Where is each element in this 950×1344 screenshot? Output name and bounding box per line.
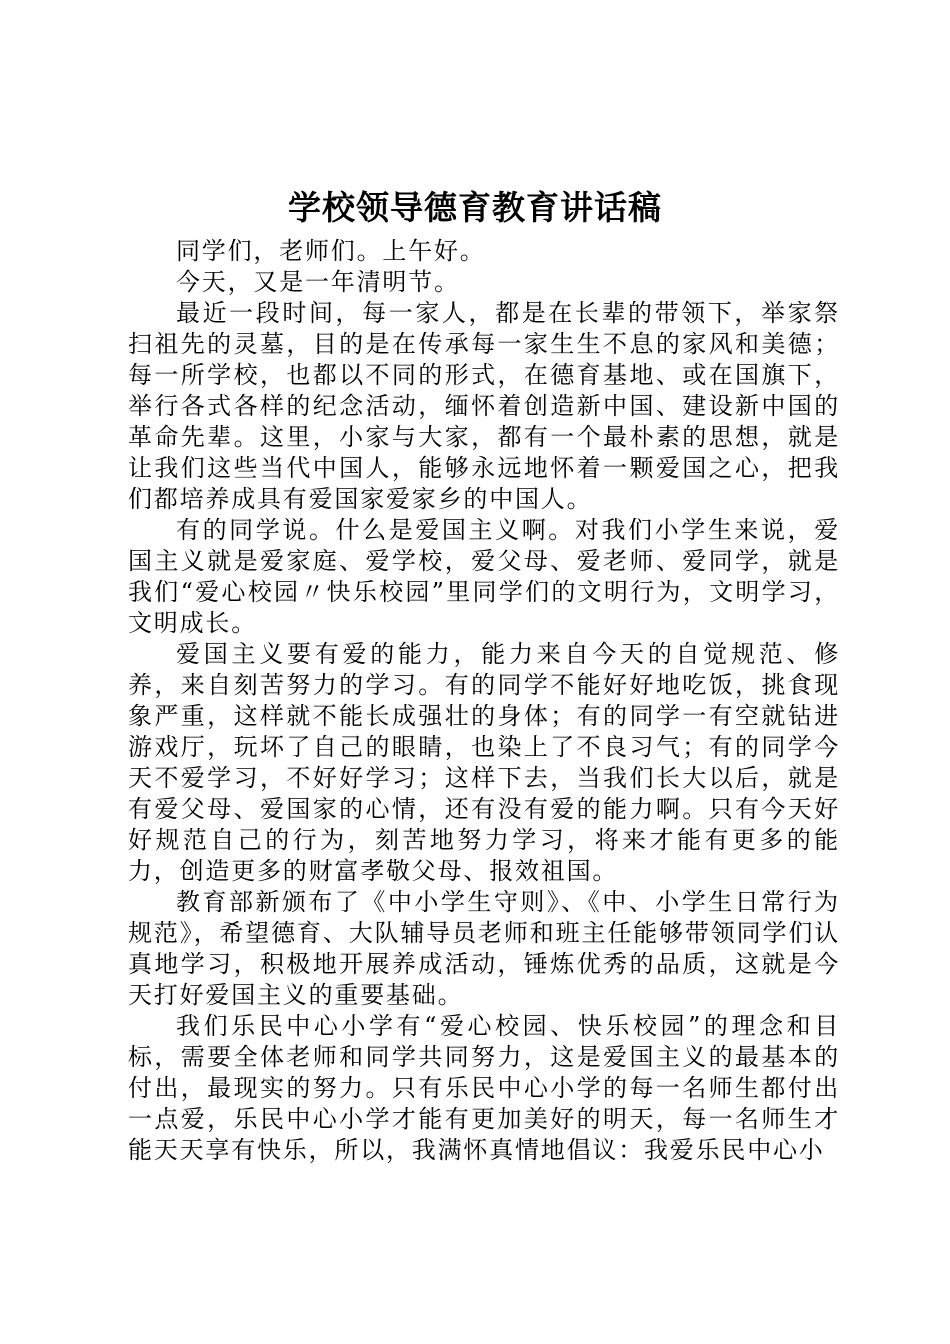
paragraph-school-vision: 我们乐民中心小学有“爱心校园、快乐校园”的理念和目标，需要全体老师和同学共同努力，这是爱国主义的最基本的付出，最现实的努力。只有乐民中心小学的每一名师生都付出一点爱，乐民中心小学才能有更加美好的明天，每一名师生才能天天享有快乐，所以，我满怀真情地倡议：我爱乐民中心小 (128, 1012, 840, 1164)
paragraph-patriotism-definition: 有的同学说。什么是爱国主义啊。对我们小学生来说，爱国主义就是爱家庭、爱学校，爱父母、爱老师、爱同学，就是我们“爱心校园〃快乐校园”里同学们的文明行为，文明学习，文明成长。 (128, 516, 840, 637)
paragraph-remembrance: 最近一段时间，每一家人，都是在长辈的带领下，举家祭扫祖先的灵墓，目的是在传承每一家生生不息的家风和美德；每一所学校，也都以不同的形式，在德育基地、或在国旗下，举行各式各样的纪念活动，缅怀着创造新中国、建设新中国的革命先辈。这里，小家与大家，都有一个最朴素的思想，就是让我们这些当代中国人，能够永远地怀着一颗爱国之心，把我们都培养成具有爱国家爱家乡的中国人。 (128, 299, 840, 513)
paragraph-code-of-conduct: 教育部新颁布了《中小学生守则》、《中、小学生日常行为规范》，希望德育、大队辅导员老师和班主任能够带领同学们认真地学习，积极地开展养成活动，锤炼优秀的品质，这就是今天打好爱国主义的重要基础。 (128, 888, 840, 1009)
paragraph-ability-to-love: 爱国主义要有爱的能力，能力来自今天的自觉规范、修养，来自刻苦努力的学习。有的同学不能好好地吃饭，挑食现象严重，这样就不能长成强壮的身体；有的同学一有空就钻进游戏厅，玩坏了自己的眼睛，也染上了不良习气；有的同学今天不爱学习，不好好学习；这样下去，当我们长大以后，就是有爱父母、爱国家的心情，还有没有爱的能力啊。只有今天好好规范自己的行为，刻苦地努力学习，将来才能有更多的能力，创造更多的财富孝敬父母、报效祖国。 (128, 640, 840, 885)
paragraph-occasion: 今天，又是一年清明节。 (176, 268, 460, 296)
paragraph-greeting: 同学们，老师们。上午好。 (176, 237, 486, 265)
document-body (128, 236, 840, 1166)
document-title: 学校领导德育教育讲话稿 (288, 188, 662, 227)
